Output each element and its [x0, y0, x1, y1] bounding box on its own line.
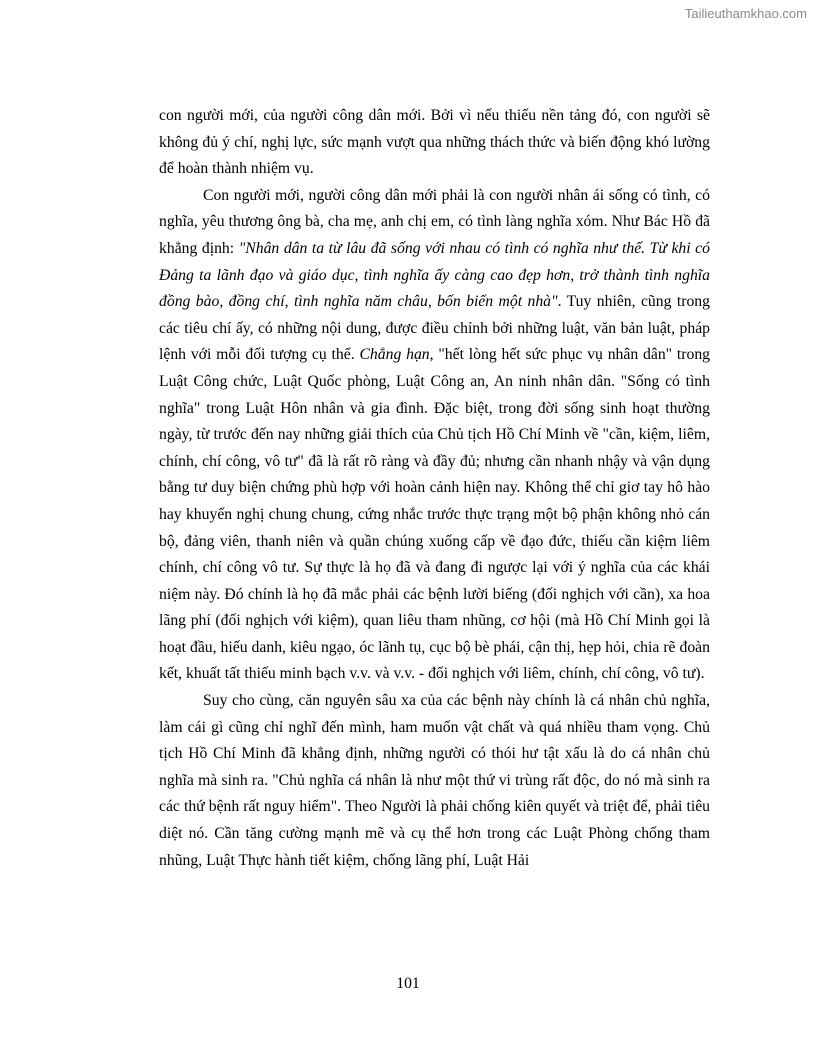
ho-chi-minh-quote: "Nhân dân ta từ lâu đã sống với nhau có tình có nghĩa như thế. Từ khi có Đảng ta lãnh đạo và giáo dục, tình nghĩa ấy càng cao đẹp hơn, trở thành tình nghĩa đồng bào, đồng chí, tình nghĩa năm châu, bốn biển một nhà": [159, 239, 710, 311]
page-number: 101: [396, 975, 420, 992]
paragraph-1-text: con người mới, của người công dân mới. Bởi vì nếu thiếu nền tảng đó, con người sẽ không đủ ý chí, nghị lực, sức mạnh vượt qua những thách thức và biến động khó lường để hoàn thành nhiệm vụ.: [159, 107, 710, 178]
paragraph-2-text: . Tuy nhiên, cũng trong các tiêu chí ấy, có những nội dung, được điều chỉnh bởi những luật, văn bản luật, pháp lệnh với mỗi đối tượng cụ thể.: [159, 293, 710, 364]
example-phrase: Chẳng hạn: [359, 346, 430, 364]
paragraph-3-text: Suy cho cùng, căn nguyên sâu xa của các bệnh này chính là cá nhân chủ nghĩa, làm cái gì cũng chỉ nghĩ đến mình, ham muốn vật chất và quá nhiều tham vọng. Chủ tịch Hồ Chí Minh đã khẳng định, những người có thói hư tật xấu là do cá nhân chủ nghĩa mà sinh ra. "Chủ nghĩa cá nhân là như một thứ vi trùng rất độc, do nó mà sinh ra các thứ bệnh rất nguy hiểm". Theo Người là phải chống kiên quyết và triệt để, phải tiêu diệt nó. Cần tăng cường mạnh mẽ và cụ thể hơn trong các Luật Phòng chống tham nhũng, Luật Thực hành tiết kiệm, chống lãng phí, Luật Hải: [159, 692, 710, 869]
paragraph-1: [159, 103, 710, 183]
page-body: [159, 103, 710, 874]
paragraph-2-text: , "hết lòng hết sức phục vụ nhân dân" trong Luật Công chức, Luật Quốc phòng, Luật Công an, An ninh nhân dân. "Sống có tình nghĩa" trong Luật Hôn nhân và gia đình. Đặc biệt, trong đời sống sinh hoạt thường ngày, từ trước đến nay những giải thích của Chủ tịch Hồ Chí Minh về "cần, kiệm, liêm, chính, chí công, vô tư" đã là rất rõ ràng và đầy đủ; nhưng cần nhanh nhậy và vận dụng bằng tư duy biện chứng phù hợp với hoàn cảnh hiện nay. Không thể chỉ giơ tay hô hào hay khuyến nghị chung chung, cứng nhắc trước thực trạng một bộ phận không nhỏ cán bộ, đảng viên, thanh niên và quần chúng xuống cấp về đạo đức, thiếu cần kiệm liêm chính, chí công vô tư. Sự thực là họ đã và đang đi ngược lại với ý nghĩa của các khái niệm này. Đó chính là họ đã mắc phải các bệnh lười biếng (đối nghịch với cần), xa hoa lãng phí (đối nghịch với kiệm), quan liêu tham nhũng, cơ hội (mà Hồ Chí Minh gọi là hoạt đầu, hiếu danh, kiêu ngạo, óc lãnh tụ, cục bộ bè phái, cận thị, hẹp hỏi, chia rẽ đoàn kết, khuất tất thiếu minh bạch v.v. và v.v. - đối nghịch với liêm, chính, chí công, vô tư).: [159, 346, 711, 683]
paragraph-3: [159, 688, 710, 874]
paragraph-2: [159, 183, 710, 688]
watermark: Tailieuthamkhao.com: [684, 6, 807, 21]
paragraph-2-text: Con người mới, người công dân mới phải là con người nhân ái sống có tình, có nghĩa, yêu thương ông bà, cha mẹ, anh chị em, có tình làng nghĩa xóm. Như Bác Hồ đã khẳng định:: [159, 186, 710, 257]
